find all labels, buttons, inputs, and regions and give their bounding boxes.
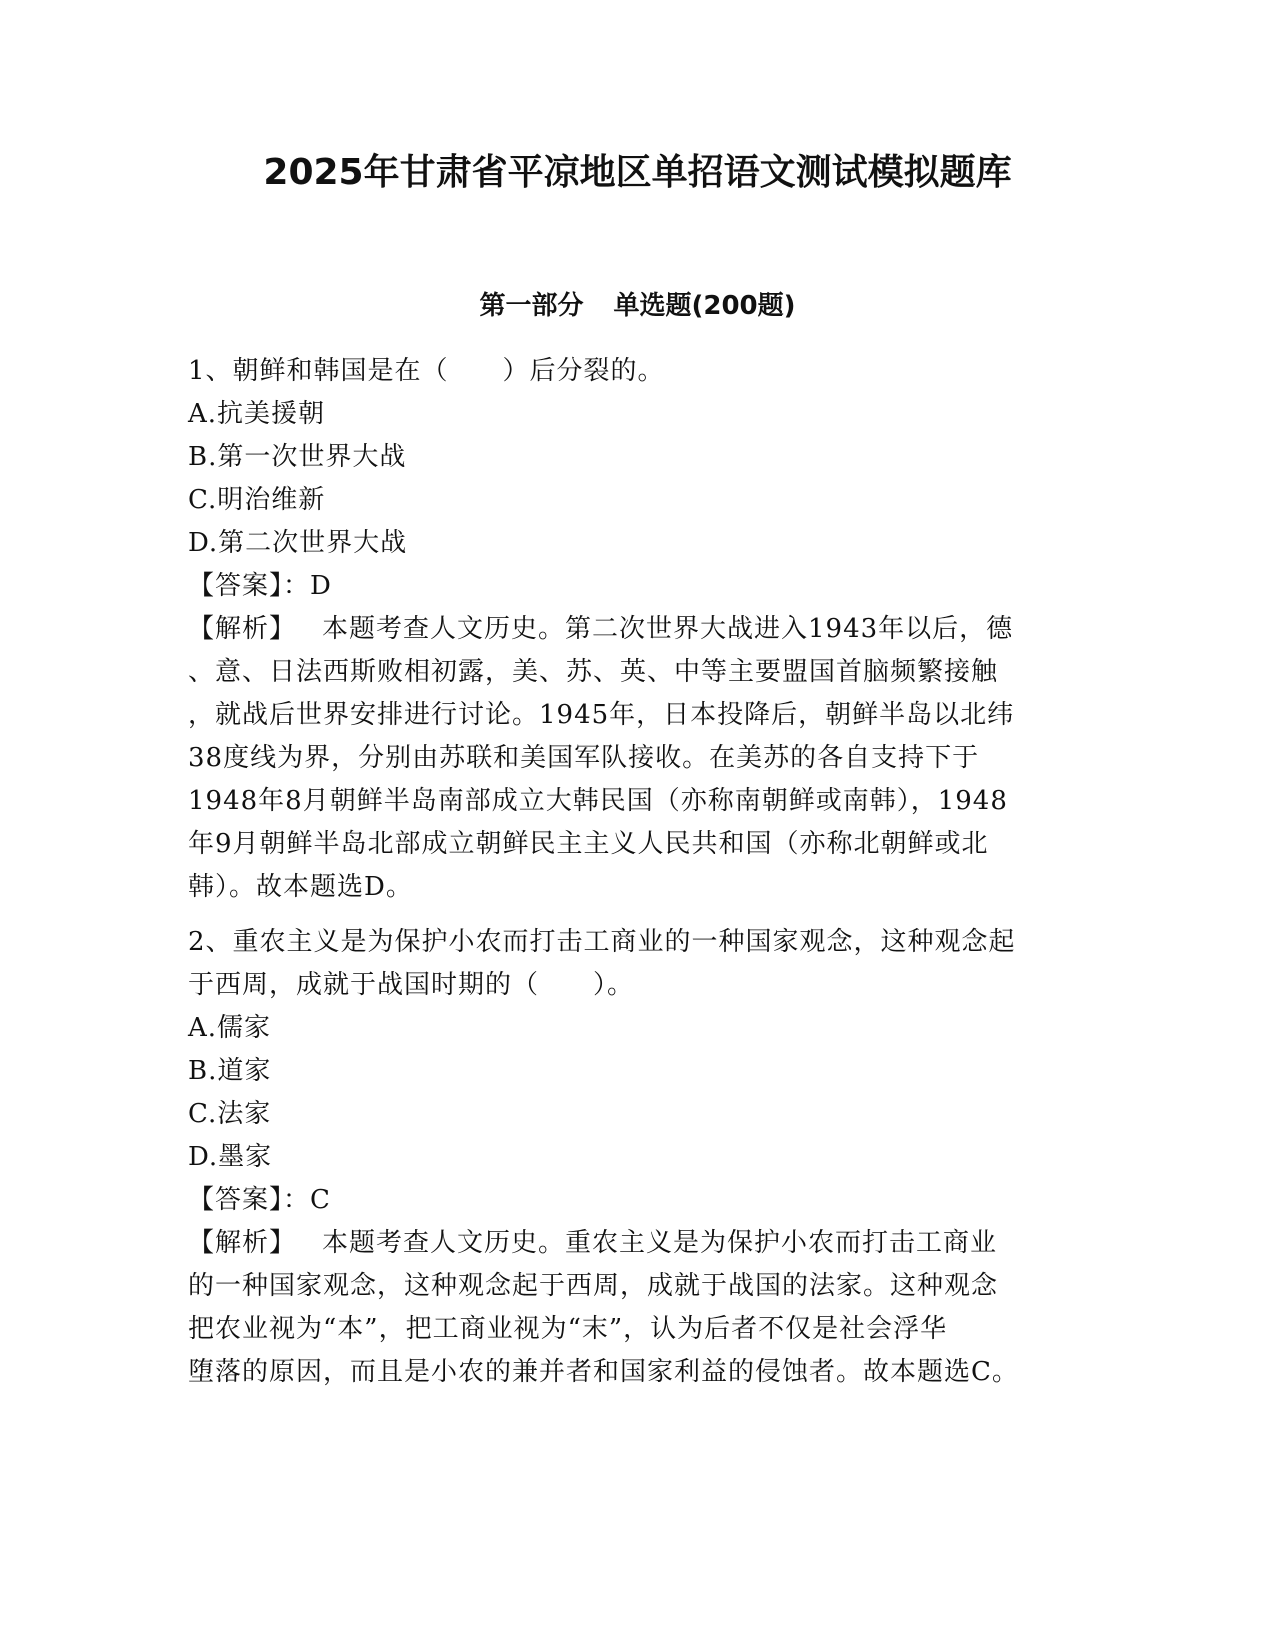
section-name: 单选题(200题) xyxy=(613,291,796,321)
question-2 xyxy=(188,921,1088,1394)
analysis-line: 韩）。故本题选D。 xyxy=(188,872,413,902)
option-b: B.道家 xyxy=(188,1056,272,1086)
option-c: C.明治维新 xyxy=(188,485,326,515)
analysis-text: 本题考查人文历史。重农主义是为保护小农而打击工商业 xyxy=(322,1228,998,1258)
option-a: A.抗美援朝 xyxy=(188,399,326,429)
analysis-label: 【解析】 xyxy=(188,1228,297,1258)
question-stem: 2、重农主义是为保护小农而打击工商业的一种国家观念，这种观念起 xyxy=(188,927,1016,957)
question-stem: 于西周，成就于战国时期的（ ）。 xyxy=(188,970,635,1000)
analysis-line: 年9月朝鲜半岛北部成立朝鲜民主主义人民共和国（亦称北朝鲜或北 xyxy=(188,829,989,859)
question-1 xyxy=(188,350,1088,909)
analysis-line: 的一种国家观念，这种观念起于西周，成就于战国的法家。这种观念 xyxy=(188,1271,999,1301)
analysis-line: 1948年8月朝鲜半岛南部成立大韩民国（亦称南朝鲜或南韩），1948 xyxy=(188,786,1008,816)
answer-value: D xyxy=(310,571,332,601)
answer-value: C xyxy=(310,1185,331,1215)
analysis-text: 本题考查人文历史。第二次世界大战进入1943年以后，德 xyxy=(322,614,1014,644)
question-stem: 1、朝鲜和韩国是在（ ）后分裂的。 xyxy=(188,356,665,386)
analysis-label: 【解析】 xyxy=(188,614,297,644)
analysis-line: 把农业视为“本”，把工商业视为“末”，认为后者不仅是社会浮华 xyxy=(188,1314,948,1344)
answer-label: 【答案】： xyxy=(188,1185,311,1215)
analysis-line: 、意、日法西斯败相初露，美、苏、英、中等主要盟国首脑频繁接触 xyxy=(188,657,999,687)
option-d: D.墨家 xyxy=(188,1142,273,1172)
option-c: C.法家 xyxy=(188,1099,272,1129)
analysis-line: 堕落的原因，而且是小农的兼并者和国家利益的侵蚀者。故本题选C。 xyxy=(188,1357,1019,1387)
section-heading xyxy=(0,286,1275,326)
analysis-line xyxy=(188,608,1088,651)
option-d: D.第二次世界大战 xyxy=(188,528,408,558)
answer-line xyxy=(188,1179,1088,1222)
document-title: 2025年甘肃省平凉地区单招语文测试模拟题库 xyxy=(263,152,1012,193)
analysis-line xyxy=(188,1222,1088,1265)
option-b: B.第一次世界大战 xyxy=(188,442,407,472)
analysis-line: ，就战后世界安排进行讨论。1945年，日本投降后，朝鲜半岛以北纬 xyxy=(188,700,1015,730)
section-part: 第一部分 xyxy=(479,291,584,321)
answer-label: 【答案】： xyxy=(188,571,311,601)
question-list xyxy=(188,350,1088,1394)
option-a: A.儒家 xyxy=(188,1013,272,1043)
answer-line xyxy=(188,565,1088,608)
analysis-line: 38度线为界，分别由苏联和美国军队接收。在美苏的各自支持下于 xyxy=(188,743,980,773)
